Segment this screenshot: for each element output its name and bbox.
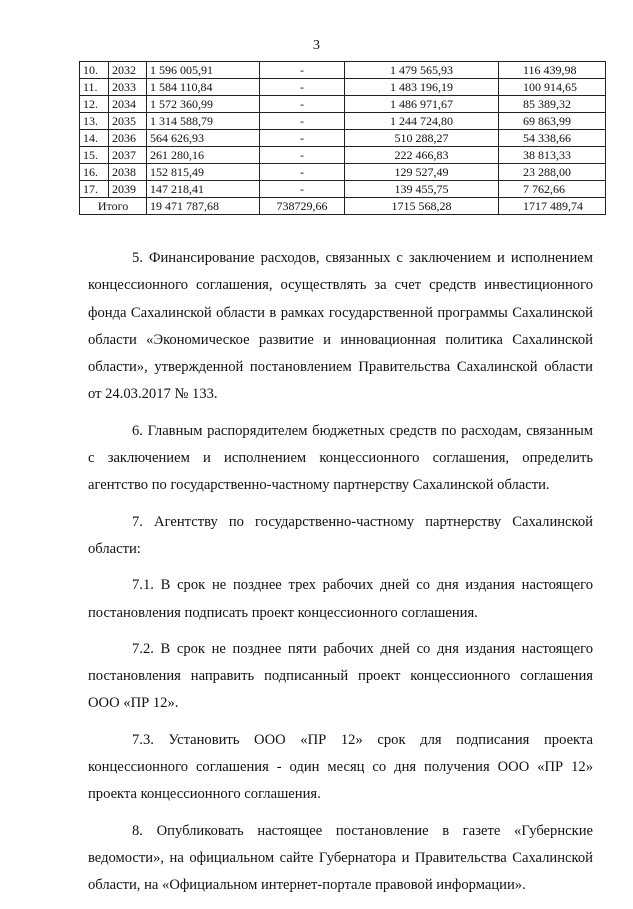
document-body xyxy=(88,245,593,909)
table-cell-col3: - xyxy=(260,79,345,96)
table-cell-col3: - xyxy=(260,113,345,130)
table-cell-year: 2038 xyxy=(109,164,147,181)
table-cell-col4: 139 455,75 xyxy=(345,181,499,198)
financing-table xyxy=(79,61,606,215)
table-total-col4: 1715 568,28 xyxy=(345,198,499,215)
table-cell-year: 2032 xyxy=(109,62,147,79)
table-cell-col4: 510 288,27 xyxy=(345,130,499,147)
table-cell-col5: 116 439,98 xyxy=(499,62,606,79)
table-row xyxy=(80,181,606,198)
table-total-total: 19 471 787,68 xyxy=(147,198,260,215)
table-cell-num: 10. xyxy=(80,62,109,79)
table-cell-num: 16. xyxy=(80,164,109,181)
table-total-col3: 738729,66 xyxy=(260,198,345,215)
table-cell-total: 147 218,41 xyxy=(147,181,260,198)
table-cell-col3: - xyxy=(260,130,345,147)
paragraph: 5. Финансирование расходов, связанных с заключением и исполнением концессионного соглашения, осуществлять за счет средств инвестиционного фонда Сахалинской области в рамках государственной программы Сахалинской области «Экономическое развитие и инновационная политика Сахалинской области», утвержденной постановлением Правительства Сахалинской области от 24.03.2017 № 133. xyxy=(88,250,593,403)
table-cell-num: 12. xyxy=(80,96,109,113)
table-row xyxy=(80,130,606,147)
table-cell-col4: 222 466,83 xyxy=(345,147,499,164)
table-cell-total: 564 626,93 xyxy=(147,130,260,147)
financing-table-body xyxy=(80,62,606,215)
table-cell-col3: - xyxy=(260,147,345,164)
table-row xyxy=(80,147,606,164)
paragraph: 8. Опубликовать настоящее постановление в газете «Губернские ведомости», на официальном сайте Губернатора и Правительства Сахалинской области, на «Официальном интернет-портале правовой информации». xyxy=(88,822,593,894)
table-cell-num: 14. xyxy=(80,130,109,147)
table-row xyxy=(80,164,606,181)
table-cell-total: 261 280,16 xyxy=(147,147,260,164)
table-cell-col5: 54 338,66 xyxy=(499,130,606,147)
table-cell-col4: 1 486 971,67 xyxy=(345,96,499,113)
table-cell-col3: - xyxy=(260,96,345,113)
table-cell-col4: 129 527,49 xyxy=(345,164,499,181)
page-number: 3 xyxy=(313,38,320,53)
table-cell-num: 17. xyxy=(80,181,109,198)
table-cell-total: 1 314 588,79 xyxy=(147,113,260,130)
table-cell-col3: - xyxy=(260,164,345,181)
paragraph: 7.2. В срок не позднее пяти рабочих дней со дня издания настоящего постановления направить подписанный проект концессионного соглашения ООО «ПР 12». xyxy=(88,640,593,712)
table-cell-col4: 1 479 565,93 xyxy=(345,62,499,79)
table-cell-total: 1 596 005,91 xyxy=(147,62,260,79)
table-cell-col3: - xyxy=(260,62,345,79)
table-cell-col5: 100 914,65 xyxy=(499,79,606,96)
table-total-label: Итого xyxy=(80,198,147,215)
table-cell-year: 2039 xyxy=(109,181,147,198)
table-cell-total: 1 584 110,84 xyxy=(147,79,260,96)
table-cell-col3: - xyxy=(260,181,345,198)
table-cell-year: 2034 xyxy=(109,96,147,113)
table-cell-col5: 23 288,00 xyxy=(499,164,606,181)
table-row xyxy=(80,113,606,130)
table-cell-col4: 1 244 724,80 xyxy=(345,113,499,130)
paragraph: 7.1. В срок не позднее трех рабочих дней со дня издания настоящего постановления подписать проект концессионного соглашения. xyxy=(88,577,593,621)
paragraph: 7.3. Установить ООО «ПР 12» срок для подписания проекта концессионного соглашения - один месяц со дня получения ООО «ПР 12» проекта концессионного соглашения. xyxy=(88,731,593,803)
paragraph: 6. Главным распорядителем бюджетных средств по расходам, связанным с заключением и исполнением концессионного соглашения, определить агентство по государственно-частному партнерству Сахалинской области. xyxy=(88,422,593,494)
paragraph: 7. Агентству по государственно-частному партнерству Сахалинской области: xyxy=(88,513,593,557)
table-cell-col4: 1 483 196,19 xyxy=(345,79,499,96)
table-cell-year: 2033 xyxy=(109,79,147,96)
table-row xyxy=(80,62,606,79)
table-cell-col5: 7 762,66 xyxy=(499,181,606,198)
table-cell-total: 152 815,49 xyxy=(147,164,260,181)
table-cell-year: 2037 xyxy=(109,147,147,164)
table-cell-col5: 85 389,32 xyxy=(499,96,606,113)
table-cell-year: 2035 xyxy=(109,113,147,130)
table-cell-year: 2036 xyxy=(109,130,147,147)
table-total-row xyxy=(80,198,606,215)
table-cell-num: 11. xyxy=(80,79,109,96)
table-cell-total: 1 572 360,99 xyxy=(147,96,260,113)
table-cell-num: 15. xyxy=(80,147,109,164)
table-cell-col5: 38 813,33 xyxy=(499,147,606,164)
table-total-col5: 1717 489,74 xyxy=(499,198,606,215)
table-row xyxy=(80,79,606,96)
table-cell-num: 13. xyxy=(80,113,109,130)
table-cell-col5: 69 863,99 xyxy=(499,113,606,130)
table-row xyxy=(80,96,606,113)
